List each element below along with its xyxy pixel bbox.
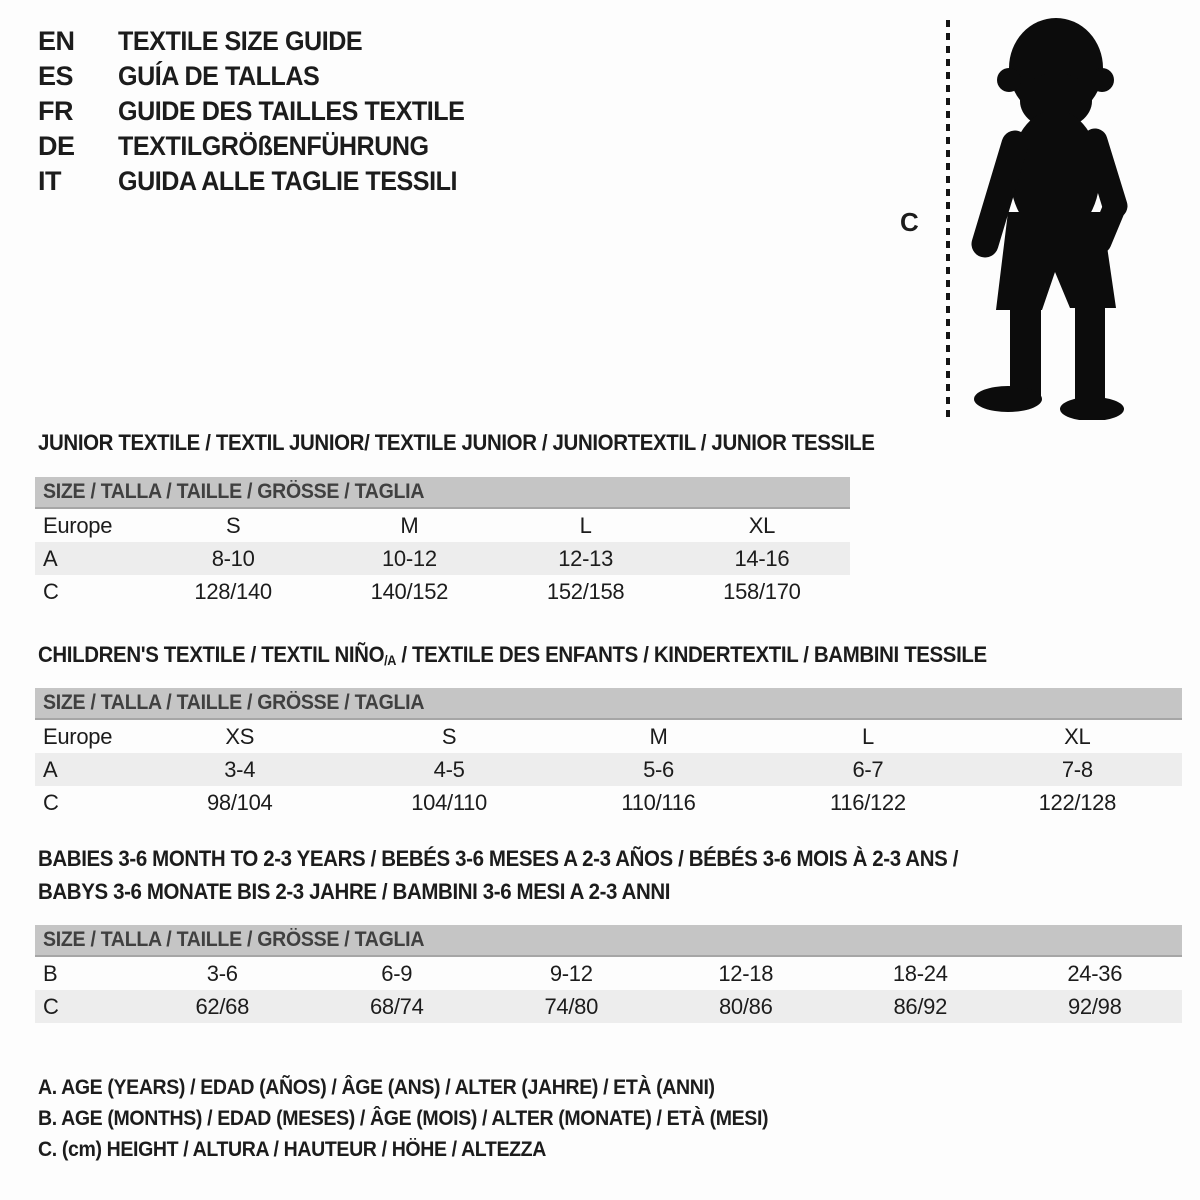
language-code: DE — [38, 131, 75, 161]
size-header-bar — [35, 688, 1182, 720]
height-cell: 92/98 — [1067, 993, 1122, 1019]
size-header-bar — [35, 925, 1182, 957]
language-row-es — [38, 59, 491, 94]
babies-title-line1-text: BABIES 3-6 MONTH TO 2-3 YEARS / BEBÉS 3-6 MESES A 2-3 AÑOS / BÉBÉS 3-6 MOIS À 2-3 ANS / — [38, 846, 959, 871]
age-cell: 8-10 — [211, 545, 255, 571]
children-section-title-text — [38, 642, 987, 668]
children-title-subscript: /A — [384, 653, 397, 668]
size-cell: L — [861, 723, 874, 749]
height-measure-dashed-line — [946, 20, 950, 418]
language-title: TEXTILE SIZE GUIDE — [118, 26, 363, 56]
height-cell: 86/92 — [893, 993, 948, 1019]
age-cell: 6-7 — [852, 756, 884, 782]
language-row-fr — [38, 94, 491, 129]
height-cell: 62/68 — [195, 993, 250, 1019]
height-cell: 140/152 — [370, 578, 449, 604]
language-row-en — [38, 24, 491, 59]
babies-section-title-line1 — [38, 846, 1027, 872]
row-label: Europe — [43, 723, 113, 749]
legend-line-a-text: A. AGE (YEARS) / EDAD (AÑOS) / ÂGE (ANS) / ALTER (JAHRE) / ETÀ (ANNI) — [38, 1075, 715, 1099]
language-title: GUIDA ALLE TAGLIE TESSILI — [118, 166, 457, 196]
size-cell: S — [441, 723, 457, 749]
language-code: IT — [38, 166, 61, 196]
table-row-months — [35, 957, 1182, 990]
size-table-children — [35, 688, 1182, 819]
children-title-suffix: / TEXTILE DES ENFANTS / KINDERTEXTIL / BAMBINI TESSILE — [396, 642, 987, 667]
language-title: TEXTILGRÖßENFÜHRUNG — [118, 131, 429, 161]
size-cell: M — [400, 512, 419, 538]
height-cell: 98/104 — [206, 789, 273, 815]
months-cell: 24-36 — [1067, 960, 1123, 986]
size-header-label: SIZE / TALLA / TAILLE / GRÖSSE / TAGLIA — [43, 480, 425, 503]
height-marker-label: C — [900, 207, 919, 237]
height-cell: 128/140 — [194, 578, 272, 604]
size-header-bar — [35, 477, 850, 509]
age-cell: 4-5 — [433, 756, 465, 782]
babies-title-line2-text: BABYS 3-6 MONATE BIS 2-3 JAHRE / BAMBINI 3-6 MESI A 2-3 ANNI — [38, 879, 671, 904]
legend-line-b — [38, 1103, 823, 1134]
table-row-height — [35, 786, 1182, 819]
height-cell: 122/128 — [1038, 789, 1117, 815]
legend-line-a — [38, 1072, 823, 1103]
size-table-junior — [35, 477, 850, 608]
row-label: Europe — [43, 512, 113, 538]
table-row-europe — [35, 509, 850, 542]
row-label: B — [43, 960, 58, 986]
junior-section-title-text: JUNIOR TEXTILE / TEXTIL JUNIOR/ TEXTILE JUNIOR / JUNIORTEXTIL / JUNIOR TESSILE — [38, 430, 875, 455]
size-cell: XS — [225, 723, 255, 749]
children-section-title — [38, 642, 1058, 668]
age-cell: 10-12 — [381, 545, 437, 571]
legend-line-c-text: C. (cm) HEIGHT / ALTURA / HAUTEUR / HÖHE / ALTEZZA — [38, 1137, 546, 1161]
size-header-label: SIZE / TALLA / TAILLE / GRÖSSE / TAGLIA — [43, 928, 425, 951]
months-cell: 12-18 — [718, 960, 774, 986]
age-cell: 5-6 — [643, 756, 674, 782]
language-title: GUIDE DES TAILLES TEXTILE — [118, 96, 465, 126]
row-label: C — [43, 789, 59, 815]
children-title-prefix: CHILDREN'S TEXTILE / TEXTIL NIÑO — [38, 642, 385, 667]
age-cell: 7-8 — [1061, 756, 1093, 782]
height-cell: 152/158 — [546, 578, 625, 604]
months-cell: 3-6 — [206, 960, 238, 986]
size-cell: S — [225, 512, 241, 538]
height-cell: 110/116 — [621, 789, 696, 815]
row-label: C — [43, 578, 59, 604]
baby-silhouette-image — [962, 16, 1148, 425]
size-table-babies — [35, 925, 1182, 1023]
age-cell: 3-4 — [224, 756, 256, 782]
height-cell: 116/122 — [830, 789, 906, 815]
row-label: C — [43, 993, 59, 1019]
junior-section-title — [38, 430, 937, 456]
language-row-it — [38, 164, 491, 199]
row-label: A — [43, 545, 58, 571]
height-cell: 80/86 — [718, 993, 773, 1019]
legend-line-b-text: B. AGE (MONTHS) / EDAD (MESES) / ÂGE (MOIS) / ALTER (MONATE) / ETÀ (MESI) — [38, 1106, 769, 1130]
height-cell: 74/80 — [544, 993, 599, 1019]
language-title-list — [38, 24, 491, 199]
legend-line-c — [38, 1134, 823, 1165]
table-row-height — [35, 990, 1182, 1023]
months-cell: 9-12 — [549, 960, 593, 986]
height-cell: 68/74 — [369, 993, 424, 1019]
language-code: ES — [38, 61, 74, 91]
babies-section-title-line2 — [38, 879, 718, 905]
language-row-de — [38, 129, 491, 164]
language-code: FR — [38, 96, 73, 126]
height-cell: 158/170 — [723, 578, 801, 604]
months-cell: 6-9 — [381, 960, 413, 986]
size-header-label: SIZE / TALLA / TAILLE / GRÖSSE / TAGLIA — [43, 691, 425, 714]
size-cell: XL — [1064, 723, 1091, 749]
months-cell: 18-24 — [892, 960, 948, 986]
age-cell: 12-13 — [558, 545, 614, 571]
measurement-legend — [38, 1072, 823, 1165]
age-cell: 14-16 — [734, 545, 790, 571]
language-code: EN — [38, 26, 75, 56]
size-cell: M — [649, 723, 668, 749]
row-label: A — [43, 756, 58, 782]
table-row-height — [35, 575, 850, 608]
table-row-age — [35, 753, 1182, 786]
baby-silhouette-icon — [962, 16, 1148, 420]
height-cell: 104/110 — [411, 789, 487, 815]
table-row-age — [35, 542, 850, 575]
size-cell: XL — [748, 512, 776, 538]
size-cell: L — [579, 512, 592, 538]
table-row-europe — [35, 720, 1182, 753]
language-title: GUÍA DE TALLAS — [118, 61, 320, 91]
